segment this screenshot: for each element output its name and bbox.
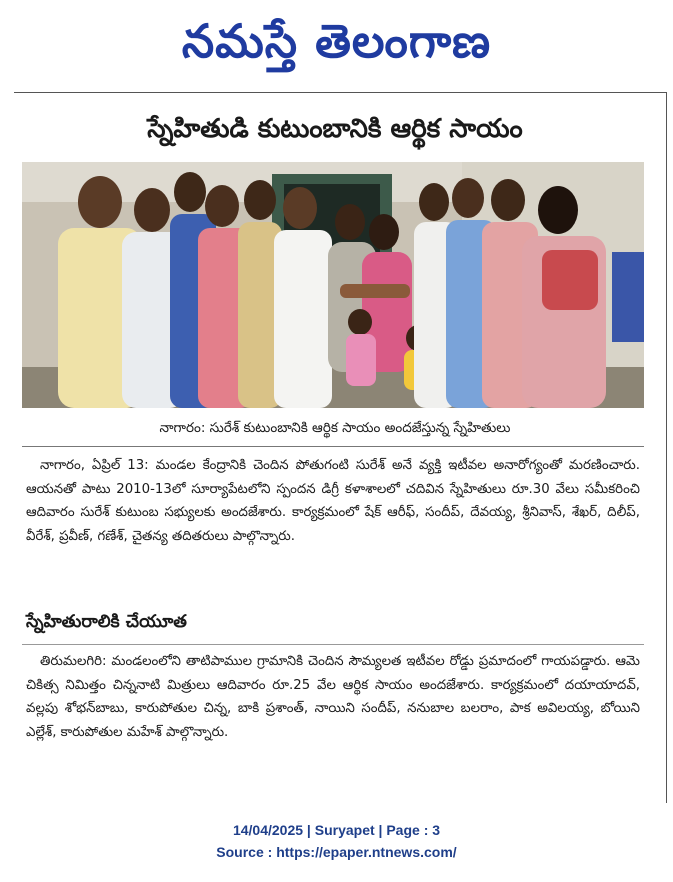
footer-date-line: 14/04/2025 | Suryapet | Page : 3 xyxy=(232,822,441,838)
newspaper-masthead: నమస్తే తెలంగాణ xyxy=(181,14,492,68)
second-article-headline: స్నేహితురాలికి చేయూత xyxy=(26,612,187,632)
article-headline: స్నేహితుడి కుటుంబానికి ఆర్థిక సాయం xyxy=(147,114,523,144)
article-photo xyxy=(22,162,644,408)
photo-caption: నాగారం: సురేశ్ కుటుంబానికి ఆర్థిక సాయం అందజేస్తున్న స్నేహితులు xyxy=(159,420,511,436)
article-body: నాగారం, ఏప్రిల్ 13: మండల కేంద్రానికి చెందిన పోతుగంటి సురేశ్ అనే వ్యక్తి ఇటీవల అనారోగ్యంతో మరణించారు. ఆయనతో పాటు 2010-13లో సూర్యాపేటలోని స్పందన డిగ్రీ కళాశాలలో చదివిన స్నేహితులు రూ.30 వేలు సమీకరించి ఆదివారం సురేశ్ కుటుంబ సభ్యులకు అందజేశారు. కార్యక్రమంలో షేక్ ఆరీఫ్, సందీప్, దేవయ్య, శ్రీనివాస్, శేఖర్, దిలీప్, వీరేశ్, ప్రవీణ్, గణేశ్, చైతన్య తదితరులు పాల్గొన్నారు. xyxy=(26,458,640,544)
caption-divider xyxy=(22,446,644,447)
second-article-body: తిరుమలగిరి: మండలంలోని తాటిపాముల గ్రామానికి చెందిన సౌమ్యలత ఇటీవల రోడ్డు ప్రమాదంలో గాయపడ్డారు. ఆమె చికిత్స నిమిత్తం చిన్ననాటి మిత్రులు ఆదివారం రూ.25 వేల ఆర్థిక సాయం అందజేశారు. కార్యక్రమంలో దయాయాదవ్, వల్లపు శోభన్‌బాబు, కారుపోతుల చిన్న, బాకి ప్రశాంత్, నాయిని సందీప్, ననుబాల బలరాం, పాక అవిలయ్య, బోయిని ఎల్లేశ్, కారుపోతుల మహేశ్ పాల్గొన్నారు. xyxy=(26,654,640,740)
footer-source-line: Source : https://epaper.ntnews.com/ xyxy=(216,844,457,860)
subhead-divider xyxy=(22,644,644,645)
